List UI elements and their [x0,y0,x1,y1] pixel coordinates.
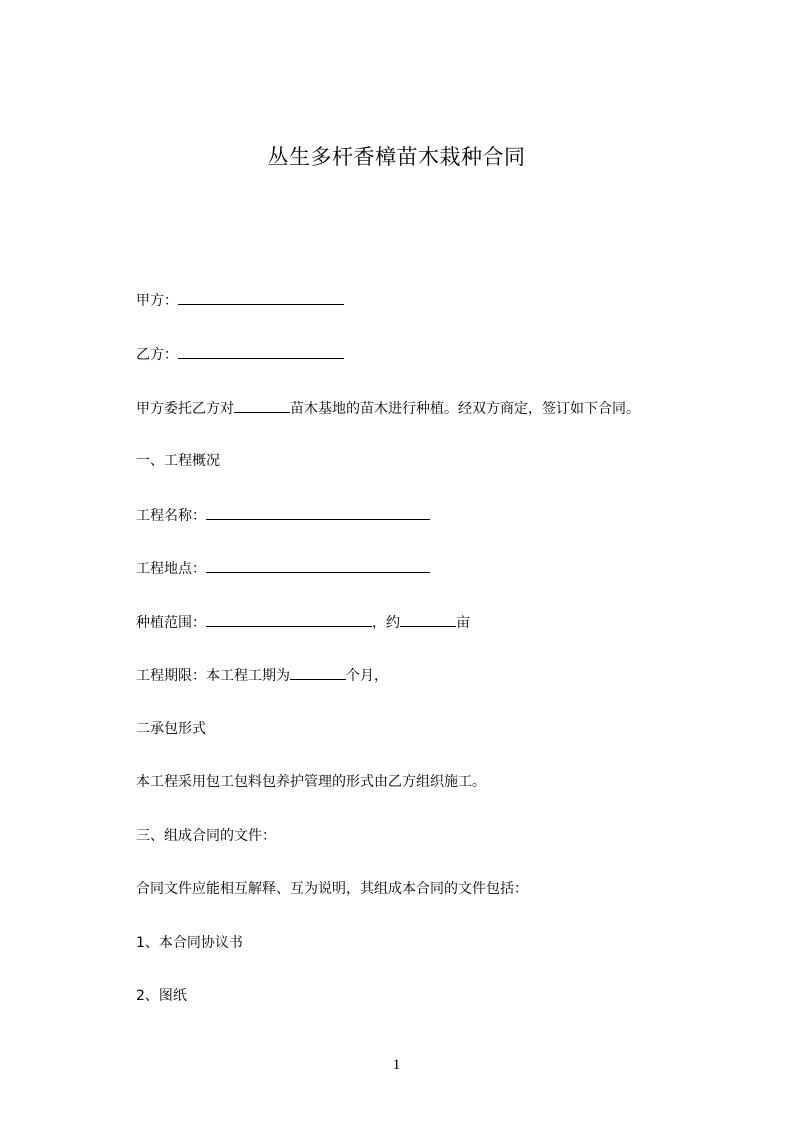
planting-scope-approx: ，约 [372,615,400,631]
party-a-line [136,290,344,311]
planting-area-unit: 亩 [456,615,470,631]
planting-scope-label: 种植范围： [136,615,206,631]
party-b-line [136,344,344,365]
section-2-body: 本工程采用包工包料包养护管理的形式由乙方组织施工。 [136,774,486,790]
project-location-line [136,558,430,579]
page-number: 1 [392,1057,401,1073]
project-location-label: 工程地点： [136,561,206,577]
duration-blank [290,665,346,680]
project-name-label: 工程名称： [136,508,206,524]
intro-text-end: 苗木基地的苗木进行种植。经双方商定，签订如下合同。 [290,401,640,417]
project-name-line [136,505,430,526]
list-item-2: 2、图纸 [136,988,187,1004]
section-3-heading: 三、组成合同的文件： [136,828,276,844]
planting-scope-blank [206,612,372,627]
section-1-heading: 一、工程概况 [136,453,220,469]
party-b-blank [178,344,344,359]
section-2-heading: 二承包形式 [136,721,206,737]
planting-area-blank [400,612,456,627]
intro-text-start: 甲方委托乙方对 [136,401,234,417]
duration-line [136,665,388,686]
duration-text-start: 工程期限：本工程工期为 [136,668,290,684]
contract-title: 丛生多杆香樟苗木栽种合同 [267,145,526,169]
project-location-blank [206,558,430,573]
duration-text-end: 个月， [346,668,388,684]
party-a-blank [178,290,344,305]
intro-paragraph [136,398,640,419]
project-name-blank [206,505,430,520]
section-3-body: 合同文件应能相互解释、互为说明，其组成本合同的文件包括： [136,881,528,897]
planting-scope-line [136,612,470,633]
party-b-label: 乙方： [136,347,178,363]
base-name-blank [234,398,290,413]
list-item-1: 1、本合同协议书 [136,935,243,951]
party-a-label: 甲方： [136,293,178,309]
